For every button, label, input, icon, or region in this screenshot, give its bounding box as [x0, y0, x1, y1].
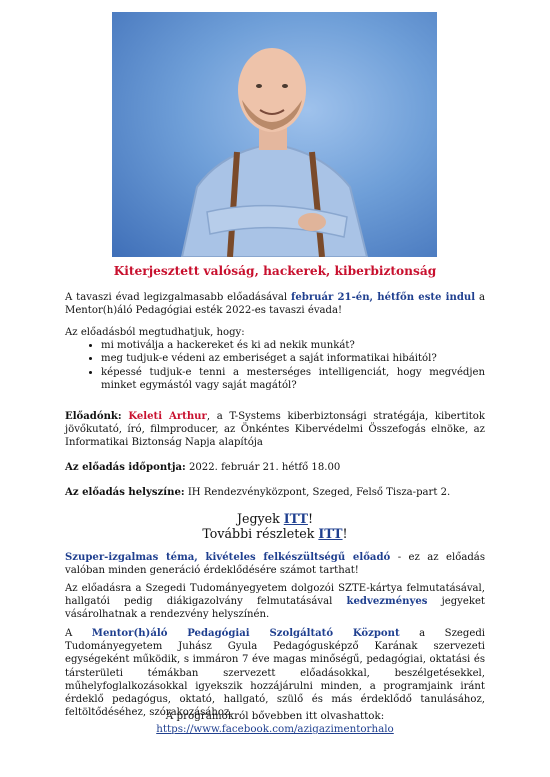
highlight-bold: Szuper-izgalmas téma, kivételes felkészültségű előadó: [65, 552, 391, 563]
event-title: Kiterjesztett valóság, hackerek, kiberbiztonság: [113, 264, 437, 278]
intro-date: február 21-én, hétfőn este indul: [291, 292, 476, 303]
discount-pre: Az előadásra a Szegedi Tudományegyetem dolgozói SZTE-kártya felmutatásával, hallgatói pedig diákigazolvány felmutatásával: [65, 583, 485, 608]
details-link[interactable]: ITT: [318, 526, 343, 541]
highlight-paragraph: [65, 551, 485, 577]
learn-list: [65, 339, 485, 392]
speaker-name: Keleti Arthur: [128, 411, 207, 422]
learn-item: • képessé tudjuk-e tenni a mesterséges intelligenciát, hogy megvédjen minket egymástól vagy saját magától?: [101, 366, 485, 392]
speaker-desc: , a T-Systems kiberbiztonsági stratégája, kibertitok jövőkutató, író, filmproducer, az Önkéntes Kibervédelmi Összefogás elnöke, az Informatikai Biztonság Napja alapítója: [65, 411, 485, 449]
place-label: Az előadás helyszíne:: [65, 487, 185, 498]
time-line: [65, 461, 485, 474]
footer-lead: A programokról bővebben itt olvashattok:: [165, 710, 385, 722]
about-paragraph: [65, 627, 485, 719]
discount-paragraph: [65, 582, 485, 622]
portrait-illustration: [112, 12, 437, 257]
tickets-post: !: [307, 511, 313, 526]
place-line: [65, 486, 485, 499]
about-pre: A: [65, 628, 92, 639]
facebook-link[interactable]: https://www.facebook.com/azigazimentorhalo: [156, 723, 394, 735]
about-post: a Szegedi Tudományegyetem Juhász Gyula Pedagógusképző Karának szervezeti egységeként működik, s immáron 7 éve magas minőségű, pedagógiai, oktatási és társterületi témákban szervezett előadásokkal, beszélgetésekkel, műhelyfoglalkozásokkal igyekszik hozzájárulni minden, a programjaink iránt érdeklő pedagógus, oktató, hallgató, szülő és más érdeklődő tanulásához, feltöltődéséhez, szórakozásához.: [65, 628, 486, 719]
tickets-link[interactable]: ITT: [283, 511, 308, 526]
intro-paragraph: [65, 291, 485, 317]
learn-section: [65, 326, 485, 392]
time-label: Az előadás időpontja:: [65, 462, 186, 473]
learn-item: • mi motiválja a hackereket és ki ad nekik munkát?: [101, 339, 485, 352]
place-value: IH Rendezvényközpont, Szeged, Felső Tisza-part 2.: [184, 487, 451, 498]
learn-lead: Az előadásból megtudhatjuk, hogy:: [65, 327, 245, 338]
footer-url-line: [0, 723, 550, 736]
intro-pre: A tavaszi évad legizgalmasabb előadásával: [65, 292, 291, 303]
speaker-label: Előadónk:: [65, 411, 122, 422]
intro-post: a Mentor(h)áló Pedagógiai esték 2022-es tavaszi évada!: [65, 292, 485, 317]
discount-post: jegyeket vásárolhatnak a rendezvény helyszínén.: [65, 596, 485, 621]
about-org: Mentor(h)áló Pedagógiai Szolgáltató Központ: [91, 628, 400, 639]
discount-bold: kedvezményes: [346, 596, 428, 608]
details-line: [0, 526, 550, 542]
time-value: 2022. február 21. hétfő 18.00: [185, 462, 341, 473]
details-pre: További részletek: [202, 526, 319, 541]
tickets-line: [0, 511, 550, 527]
learn-item: • meg tudjuk-e védeni az emberiséget a saját informatikai hibáitól?: [101, 352, 485, 365]
details-post: !: [342, 526, 348, 541]
highlight-rest: - ez az előadás valóban minden generáció érdeklődésére számot tarthat!: [65, 552, 485, 577]
tickets-pre: Jegyek: [236, 511, 284, 526]
speaker-photo: [112, 12, 437, 257]
speaker-paragraph: [65, 410, 485, 450]
